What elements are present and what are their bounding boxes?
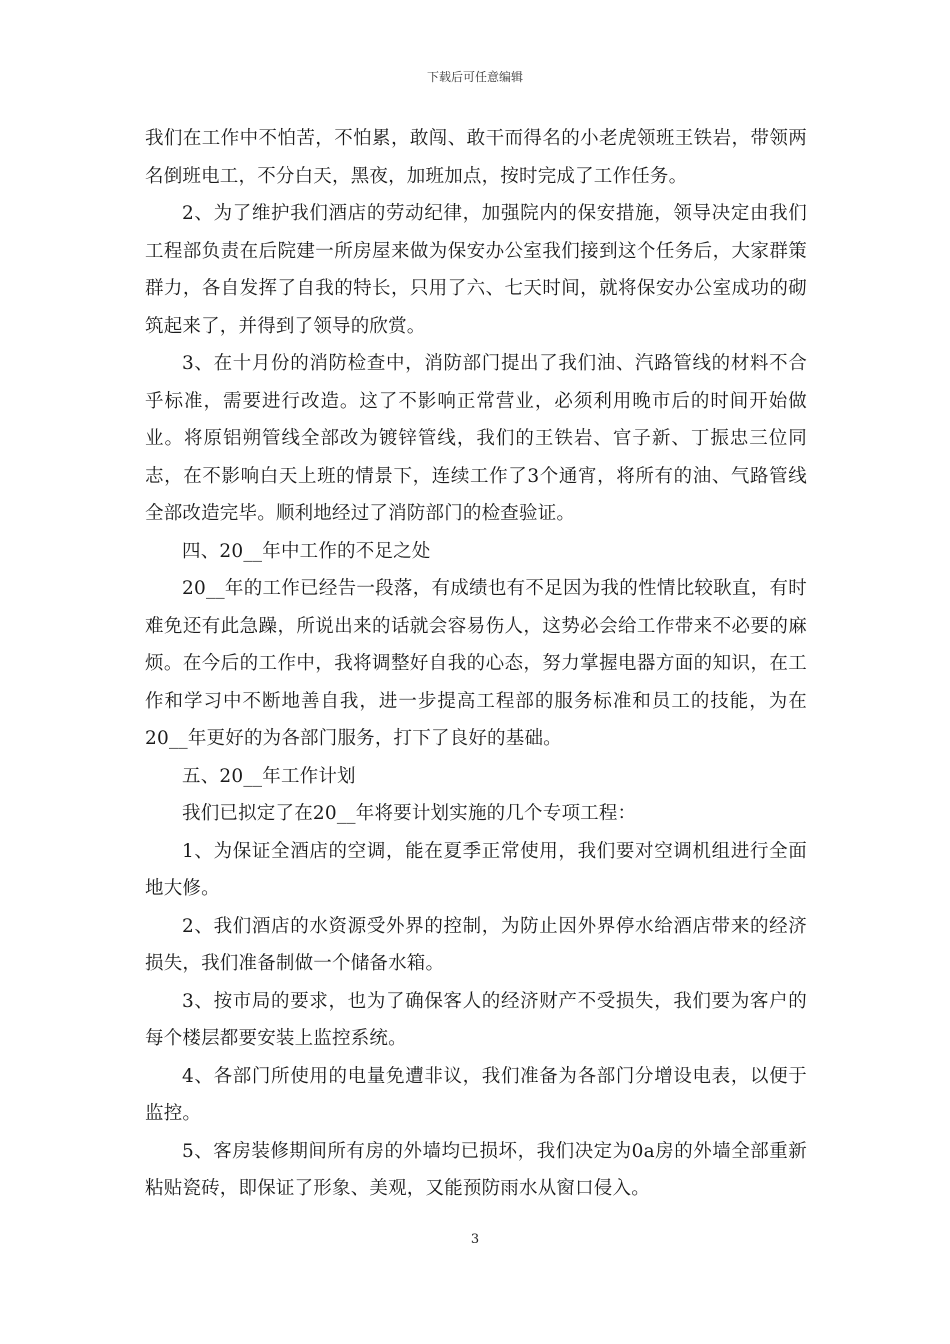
paragraph-continuation: 我们在工作中不怕苦，不怕累，敢闯、敢干而得名的小老虎领班王铁岩，带领两名倒班电工，不分白天，黑夜，加班加点，按时完成了工作任务。 [145,128,807,187]
paragraph-plan-intro: 我们已拟定了在20__年将要计划实施的几个专项工程： [182,803,637,824]
paragraph-shortcomings: 20__年的工作已经告一段落，有成绩也有不足因为我的性情比较耿直，有时难免还有此急躁，所说出来的话就会容易伤人，这势必会给工作带来不必要的麻烦。在今后的工作中，我将调整好自我的心态，努力掌握电器方面的知识，在工作和学习中不断地善自我，进一步提高工程部的服务标准和员工的技能，为在20__年更好的为各部门服务，打下了良好的基础。 [145,578,807,749]
plan-item-4: 4、各部门所使用的电量免遭非议，我们准备为各部门分增设电表，以便于监控。 [145,1065,807,1124]
paragraph-item-3: 3、在十月份的消防检查中，消防部门提出了我们油、汽路管线的材料不合乎标准，需要进行改造。这了不影响正常营业，必须利用晚市后的时间开始做业。将原铝朔管线全部改为镀锌管线，我们的王铁岩、官子新、丁振忠三位同志，在不影响白天上班的情景下，连续工作了3个通宵，将所有的油、气路管线全部改造完毕。顺利地经过了消防部门的检查验证。 [145,353,807,524]
plan-item-3: 3、按市局的要求，也为了确保客人的经济财产不受损失，我们要为客户的每个楼层都要安装上监控系统。 [145,990,807,1049]
plan-item-1: 1、为保证全酒店的空调，能在夏季正常使用，我们要对空调机组进行全面地大修。 [145,840,807,899]
document-body [145,120,807,1208]
paragraph-item-2: 2、为了维护我们酒店的劳动纪律，加强院内的保安措施，领导决定由我们工程部负责在后院建一所房屋来做为保安办公室我们接到这个任务后，大家群策群力，各自发挥了自我的特长，只用了六、七天时间，就将保安办公室成功的砌筑起来了，并得到了领导的欣赏。 [145,203,807,337]
page-header: 下载后可任意编辑 [426,70,523,84]
section-heading-shortcomings: 四、20__年中工作的不足之处 [182,540,431,562]
plan-item-5: 5、客房装修期间所有房的外墙均已损坏，我们决定为0a房的外墙全部重新粘贴瓷砖，即保证了形象、美观，又能预防雨水从窗口侵入。 [145,1140,807,1199]
page-number: 3 [470,1232,480,1247]
plan-item-2: 2、我们酒店的水资源受外界的控制，为防止因外界停水给酒店带来的经济损失，我们准备制做一个储备水箱。 [145,915,807,974]
section-heading-plan: 五、20__年工作计划 [182,765,356,787]
